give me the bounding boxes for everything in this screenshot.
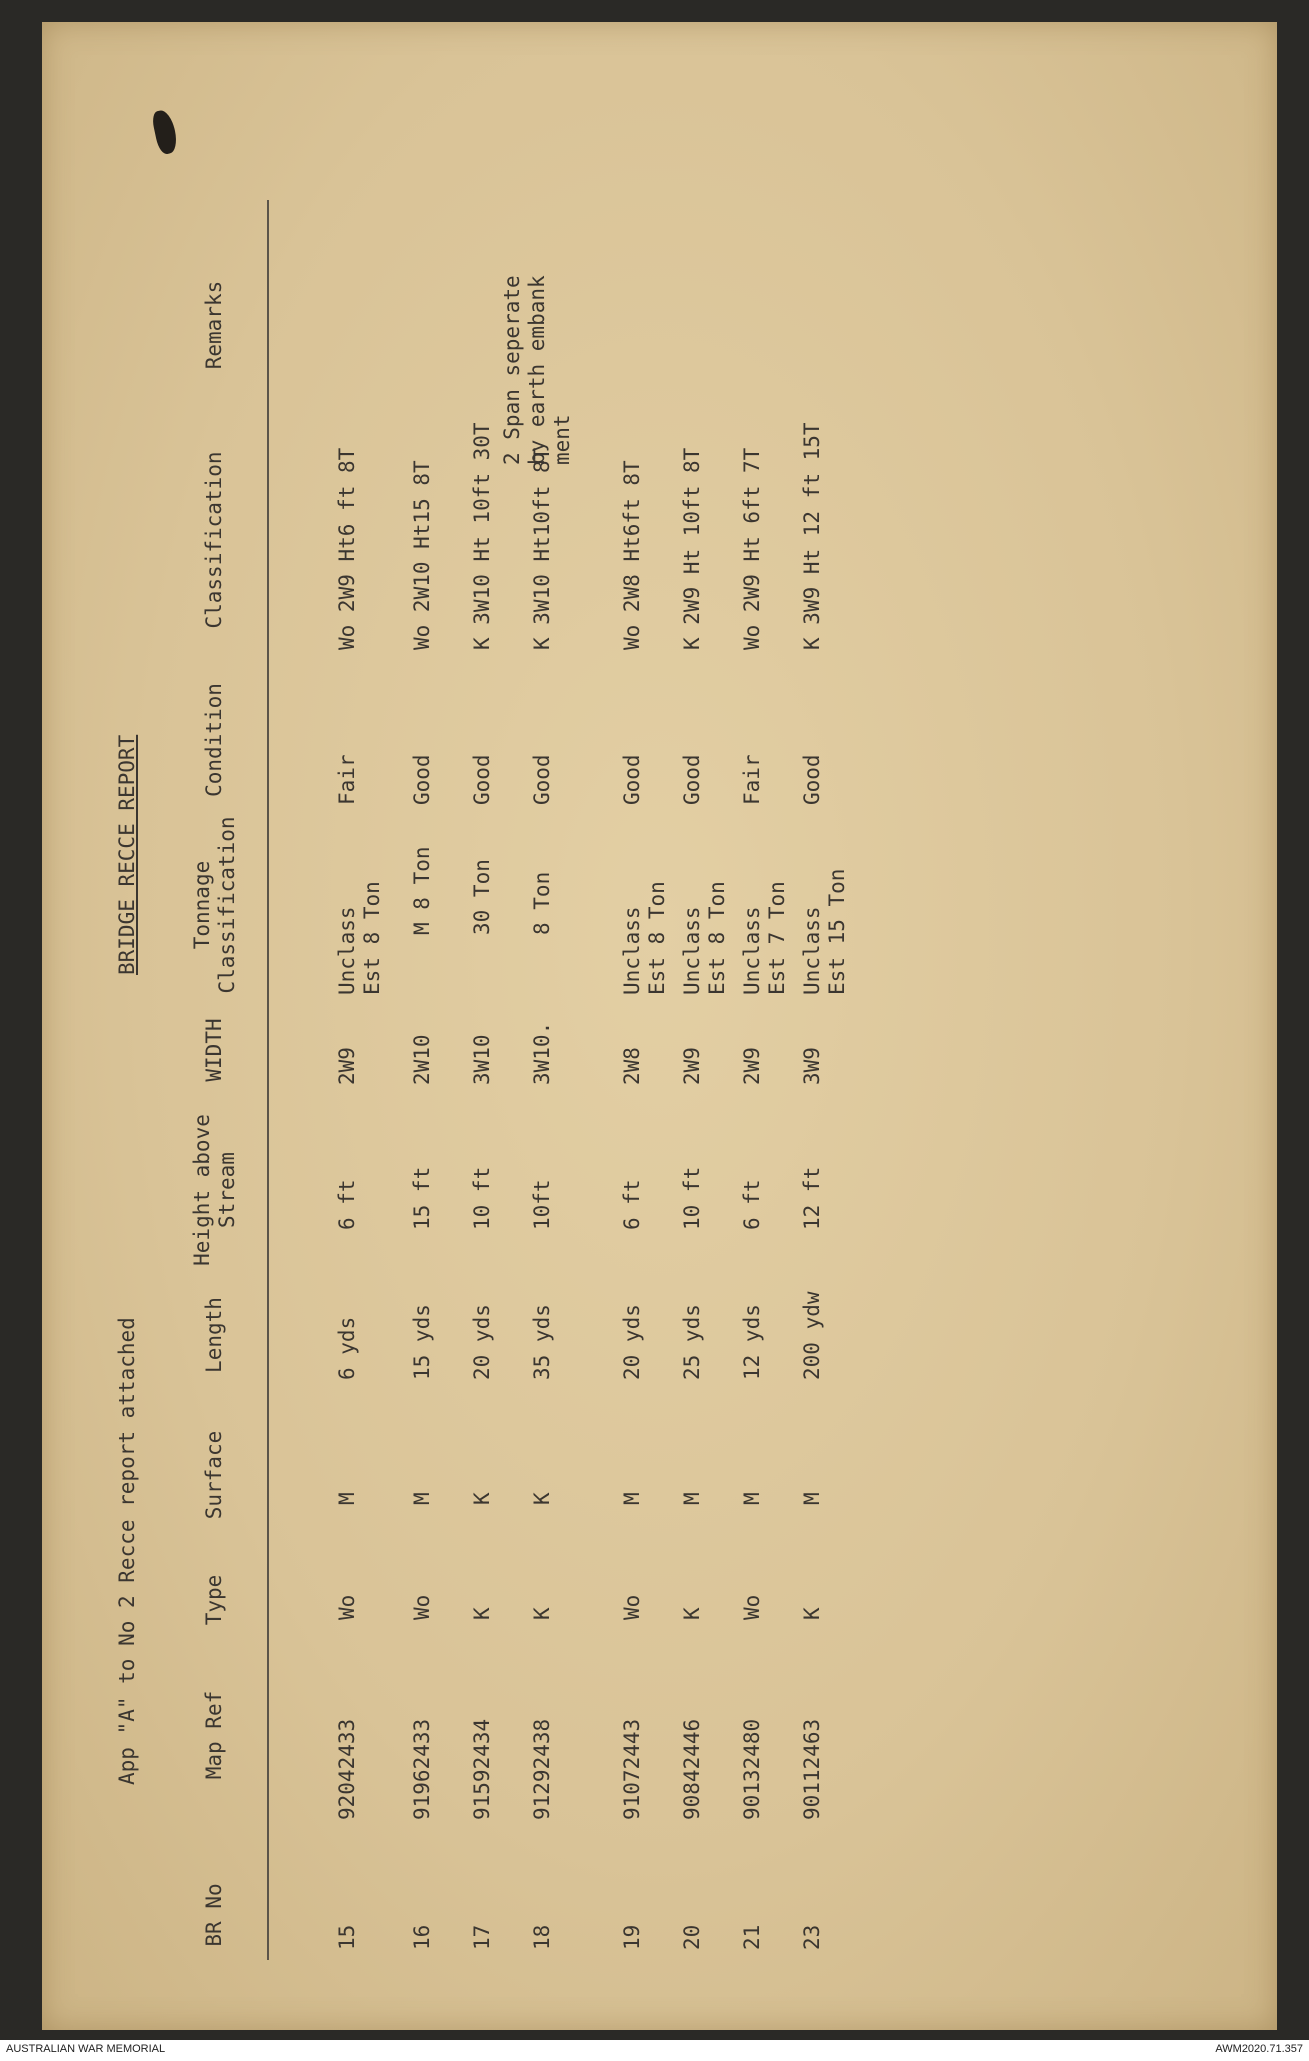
- length-cell: 200 ydw: [800, 1291, 824, 1380]
- classification-cell: K 2W9 Ht 10ft 8T: [680, 447, 704, 650]
- br-no-cell: 16: [410, 1924, 434, 1950]
- column-header: [202, 1860, 227, 1970]
- condition-cell: Fair: [335, 754, 359, 805]
- width-cell: 3W10: [470, 1034, 494, 1085]
- width-cell: 2W9: [680, 1047, 704, 1085]
- condition-cell: Good: [620, 754, 644, 805]
- type-cell: Wo: [410, 1594, 434, 1620]
- condition-cell: Good: [410, 754, 434, 805]
- height-cell: 6 ft: [740, 1179, 764, 1230]
- tonnage-cell: [410, 846, 435, 935]
- column-header-line: Remarks: [202, 280, 226, 370]
- height-cell: 10 ft: [680, 1166, 704, 1230]
- column-header-line: Classification: [215, 816, 240, 994]
- type-cell: K: [470, 1607, 494, 1620]
- width-cell: 2W8: [620, 1047, 644, 1085]
- tonnage-line: Est 8 Ton: [360, 881, 385, 995]
- tonnage-line: 8 Ton: [530, 871, 554, 935]
- map-ref-cell: 91592434: [470, 1718, 494, 1820]
- column-header: [202, 1005, 227, 1095]
- br-no-cell: 17: [470, 1924, 494, 1950]
- tonnage-cell: [800, 869, 850, 995]
- type-cell: Wo: [620, 1594, 644, 1620]
- column-header-line: Length: [202, 1297, 226, 1373]
- width-cell: 3W10.: [530, 1021, 554, 1085]
- length-cell: 6 yds: [335, 1316, 359, 1380]
- length-cell: 20 yds: [470, 1304, 494, 1380]
- tonnage-line: Est 8 Ton: [645, 881, 670, 995]
- condition-cell: Good: [530, 754, 554, 805]
- tonnage-line: Unclass: [620, 906, 644, 995]
- column-header-line: Height above: [190, 1114, 214, 1266]
- length-cell: 12 yds: [740, 1304, 764, 1380]
- column-header: [202, 1650, 227, 1820]
- condition-cell: Good: [470, 754, 494, 805]
- tonnage-cell: [470, 859, 495, 935]
- height-cell: 6 ft: [620, 1179, 644, 1230]
- surface-cell: M: [740, 1492, 764, 1505]
- surface-cell: M: [410, 1492, 434, 1505]
- height-cell: 10ft: [530, 1179, 554, 1230]
- map-ref-cell: 90132480: [740, 1718, 764, 1820]
- br-no-cell: 20: [680, 1924, 704, 1950]
- surface-cell: K: [470, 1492, 494, 1505]
- remarks-line: by earth embank: [525, 275, 550, 465]
- classification-cell: K 3W10 Ht 10ft 30T: [470, 422, 494, 650]
- classification-cell: Wo 2W10 Ht15 8T: [410, 460, 434, 650]
- column-header: [202, 430, 227, 650]
- classification-cell: Wo 2W9 Ht 6ft 7T: [740, 447, 764, 650]
- column-header: [190, 815, 240, 995]
- remarks-line: ment: [550, 414, 575, 465]
- column-header: [202, 225, 227, 425]
- classification-cell: Wo 2W9 Ht6 ft 8T: [335, 447, 359, 650]
- tonnage-line: Est 7 Ton: [765, 881, 790, 995]
- type-cell: Wo: [740, 1594, 764, 1620]
- tonnage-line: Unclass: [800, 906, 824, 995]
- map-ref-cell: 90112463: [800, 1718, 824, 1820]
- map-ref-cell: 91292438: [530, 1718, 554, 1820]
- tonnage-cell: [680, 881, 730, 995]
- tonnage-cell: [620, 881, 670, 995]
- footer-archive-ref: AWM2020.71.357: [1215, 2043, 1303, 2055]
- height-cell: 6 ft: [335, 1179, 359, 1230]
- tonnage-line: 30 Ton: [470, 859, 494, 935]
- map-ref-cell: 92042433: [335, 1718, 359, 1820]
- tonnage-cell: [740, 881, 790, 995]
- rotated-report-content: [75, 110, 1225, 1990]
- condition-cell: Good: [800, 754, 824, 805]
- surface-cell: K: [530, 1492, 554, 1505]
- tonnage-line: Unclass: [740, 906, 764, 995]
- br-no-cell: 21: [740, 1924, 764, 1950]
- column-header-line: Classification: [202, 451, 226, 629]
- column-header-line: Map Ref: [202, 1690, 226, 1780]
- length-cell: 25 yds: [680, 1304, 704, 1380]
- length-cell: 15 yds: [410, 1304, 434, 1380]
- br-no-cell: 15: [335, 1924, 359, 1950]
- remarks-cell: [500, 275, 576, 465]
- tonnage-cell: [530, 872, 555, 935]
- report-title: BRIDGE RECCE REPORT: [115, 734, 139, 975]
- br-no-cell: 18: [530, 1924, 554, 1950]
- type-cell: K: [800, 1607, 824, 1620]
- surface-cell: M: [335, 1492, 359, 1505]
- tonnage-line: Unclass: [680, 906, 704, 995]
- header-rule: [267, 200, 269, 1960]
- classification-cell: K 3W10 Ht10ft 8T: [530, 447, 554, 650]
- column-header-line: Condition: [202, 683, 226, 797]
- length-cell: 20 yds: [620, 1304, 644, 1380]
- column-header: [202, 1280, 227, 1390]
- map-ref-cell: 91962433: [410, 1718, 434, 1820]
- surface-cell: M: [800, 1492, 824, 1505]
- br-no-cell: 19: [620, 1924, 644, 1950]
- width-cell: 2W9: [740, 1047, 764, 1085]
- column-header: [190, 1110, 240, 1270]
- map-ref-cell: 90842446: [680, 1718, 704, 1820]
- column-header: [202, 1420, 227, 1530]
- column-header-line: Type: [202, 1574, 226, 1626]
- height-cell: 15 ft: [410, 1166, 434, 1230]
- column-header: [202, 675, 227, 805]
- height-cell: 10 ft: [470, 1166, 494, 1230]
- type-cell: Wo: [335, 1594, 359, 1620]
- height-cell: 12 ft: [800, 1166, 824, 1230]
- column-header-line: Stream: [215, 1152, 240, 1228]
- tonnage-line: M 8 Ton: [410, 846, 434, 935]
- classification-cell: Wo 2W8 Ht6ft 8T: [620, 460, 644, 650]
- tonnage-cell: [335, 881, 385, 995]
- column-header-line: WIDTH: [202, 1018, 226, 1082]
- tonnage-line: Est 15 Ton: [825, 868, 850, 995]
- width-cell: 2W10: [410, 1034, 434, 1085]
- width-cell: 2W9: [335, 1047, 359, 1085]
- column-header-line: BR No: [202, 1883, 226, 1947]
- remarks-line: 2 Span seperate: [500, 275, 524, 465]
- column-header-line: Surface: [202, 1430, 226, 1520]
- tonnage-line: Unclass: [335, 906, 359, 995]
- br-no-cell: 23: [800, 1924, 824, 1950]
- surface-cell: M: [620, 1492, 644, 1505]
- tonnage-line: Est 8 Ton: [705, 881, 730, 995]
- column-header-line: Tonnage: [190, 860, 214, 950]
- type-cell: K: [680, 1607, 704, 1620]
- column-header: [202, 1555, 227, 1645]
- appendix-line: App "A" to No 2 Recce report attached: [115, 1317, 139, 1785]
- length-cell: 35 yds: [530, 1304, 554, 1380]
- type-cell: K: [530, 1607, 554, 1620]
- condition-cell: Fair: [740, 754, 764, 805]
- map-ref-cell: 91072443: [620, 1718, 644, 1820]
- condition-cell: Good: [680, 754, 704, 805]
- footer-archive-name: AUSTRALIAN WAR MEMORIAL: [6, 2043, 166, 2055]
- surface-cell: M: [680, 1492, 704, 1505]
- classification-cell: K 3W9 Ht 12 ft 15T: [800, 422, 824, 650]
- width-cell: 3W9: [800, 1047, 824, 1085]
